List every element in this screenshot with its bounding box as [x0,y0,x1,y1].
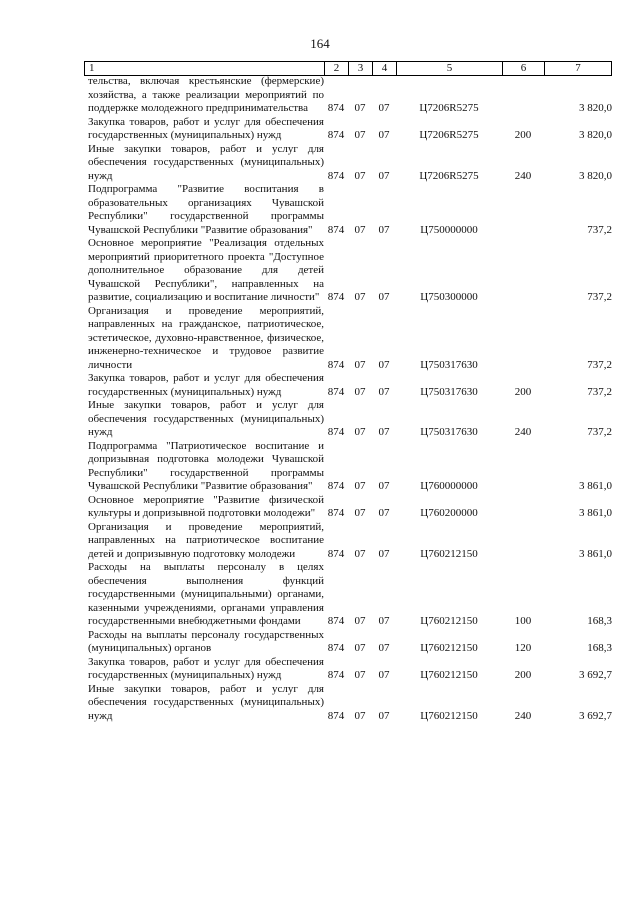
row-name: Закупка товаров, работ и услуг для обеспечения государственных (муниципальных) нужд [88,655,324,681]
row-subsection: 07 [378,709,390,722]
row-amount: 3 820,0 [579,169,612,182]
row-subsection: 07 [378,169,390,182]
row-section: 07 [354,129,366,141]
row-amount: 168,3 [587,642,612,654]
row-name: Подпрограмма "Развитие воспитания в образовательных организациях Чувашской Республики" государственной программы Чувашской Республики "Развитие образования" [88,183,324,236]
header-col-5: 5 [396,62,502,75]
row-grbs: 874 [327,426,345,438]
row-target-code: Ц750317630 [420,426,478,438]
row-grbs: 874 [327,709,345,722]
row-grbs: 874 [327,385,345,398]
row-target-code: Ц760212150 [420,669,478,681]
row-name: Основное мероприятие "Развитие физической культуры и допризывной подготовки молодежи" [88,493,324,519]
row-expense-type: 100 [514,615,532,627]
row-section: 07 [354,709,366,722]
row-name: Основное мероприятие "Реализация отдельных мероприятий приоритетного проекта "Доступное дополнительное образование для детей Чувашской Республики", направленных на развитие, социализацию и воспитание личности" [88,237,324,303]
table-row [84,683,612,724]
row-grbs: 874 [327,169,345,182]
row-subsection: 07 [378,642,390,654]
row-subsection: 07 [378,358,390,371]
table-header [84,61,612,76]
row-subsection: 07 [378,291,390,303]
row-expense-type: 240 [514,426,532,438]
row-amount: 3 861,0 [579,480,612,492]
header-col-7: 7 [544,62,612,75]
row-amount: 737,2 [587,385,612,398]
row-amount: 3 692,7 [579,709,612,722]
table-row [84,237,612,305]
row-section: 07 [354,223,366,236]
row-name: тельства, включая крестьянские (фермерские) хозяйства, а также реализации мероприятий по поддержке молодежного предпринимательства [88,75,324,114]
row-section: 07 [354,480,366,492]
row-expense-type: 200 [514,385,532,398]
row-subsection: 07 [378,426,390,438]
page-number: 164 [310,36,330,51]
table-row [84,561,612,629]
row-expense-type: 240 [514,709,532,722]
row-section: 07 [354,642,366,654]
row-target-code: Ц760212150 [420,642,478,654]
row-target-code: Ц7206R5275 [419,129,479,141]
row-subsection: 07 [378,507,390,519]
row-amount: 3 692,7 [579,669,612,681]
row-grbs: 874 [327,358,345,371]
row-target-code: Ц750317630 [420,358,478,371]
row-name: Организация и проведение мероприятий, направленных на гражданское, патриотическое, эстетическое, духовно-нравственное, физическое, инженерно-техническое и трудовое развитие личности [88,304,324,371]
table-row [84,440,612,494]
table-row [84,629,612,656]
row-target-code: Ц750300000 [420,291,478,303]
row-target-code: Ц7206R5275 [419,169,479,182]
row-amount: 737,2 [587,223,612,236]
table-row [84,183,612,237]
table-row [84,116,612,143]
row-amount: 3 820,0 [579,102,612,114]
row-grbs: 874 [327,507,345,519]
row-grbs: 874 [327,669,345,681]
table-row [84,494,612,521]
row-grbs: 874 [327,102,345,114]
row-section: 07 [354,102,366,114]
table-row [84,75,612,116]
table-row [84,656,612,683]
header-col-2: 2 [324,62,348,75]
row-name: Расходы на выплаты персоналу государственных (муниципальных) органов [88,628,324,654]
row-subsection: 07 [378,615,390,627]
row-target-code: Ц750317630 [420,385,478,398]
row-amount: 737,2 [587,291,612,303]
header-col-3: 3 [348,62,372,75]
row-section: 07 [354,507,366,519]
row-expense-type: 120 [514,642,532,654]
row-amount: 737,2 [587,426,612,438]
row-amount: 3 820,0 [579,129,612,141]
row-name: Расходы на выплаты персоналу в целях обеспечения выполнения функций государственными (муниципальными) органами, казенными учреждениями, органами управления государственными внебюджетными фондами [88,561,324,627]
row-grbs: 874 [327,547,345,560]
row-grbs: 874 [327,129,345,141]
row-target-code: Ц760212150 [420,547,478,560]
header-col-4: 4 [372,62,396,75]
row-subsection: 07 [378,129,390,141]
table-row [84,143,612,184]
row-expense-type: 200 [514,129,532,141]
row-amount: 3 861,0 [579,507,612,519]
row-grbs: 874 [327,480,345,492]
row-target-code: Ц7206R5275 [419,102,479,114]
row-name: Закупка товаров, работ и услуг для обеспечения государственных (муниципальных) нужд [88,372,324,398]
row-subsection: 07 [378,669,390,681]
row-subsection: 07 [378,385,390,398]
row-target-code: Ц760212150 [420,709,478,722]
table-row [84,372,612,399]
row-grbs: 874 [327,291,345,303]
row-section: 07 [354,358,366,371]
row-grbs: 874 [327,615,345,627]
row-target-code: Ц760212150 [420,615,478,627]
row-subsection: 07 [378,480,390,492]
row-section: 07 [354,547,366,560]
budget-table [84,75,612,723]
row-name: Иные закупки товаров, работ и услуг для обеспечения государственных (муниципальных) нужд [88,399,324,438]
row-target-code: Ц760000000 [420,480,478,492]
row-section: 07 [354,169,366,182]
row-subsection: 07 [378,102,390,114]
row-target-code: Ц760200000 [420,507,478,519]
row-name: Подпрограмма "Патриотическое воспитание и допризывная подготовка молодежи Чувашской Республики" государственной программы Чувашской Республики "Развитие образования" [88,439,324,492]
table-row [84,521,612,562]
row-grbs: 874 [327,223,345,236]
row-amount: 168,3 [587,615,612,627]
table-row [84,399,612,440]
row-grbs: 874 [327,642,345,654]
row-section: 07 [354,291,366,303]
row-subsection: 07 [378,547,390,560]
row-name: Организация и проведение мероприятий, направленных на патриотическое воспитание детей и допризывную подготовку молодежи [88,520,324,560]
header-col-1: 1 [84,62,324,75]
header-col-6: 6 [502,62,544,75]
row-section: 07 [354,615,366,627]
row-section: 07 [354,426,366,438]
row-amount: 737,2 [587,358,612,371]
row-expense-type: 200 [514,669,532,681]
row-section: 07 [354,385,366,398]
row-expense-type: 240 [514,169,532,182]
row-name: Закупка товаров, работ и услуг для обеспечения государственных (муниципальных) нужд [88,115,324,141]
row-section: 07 [354,669,366,681]
table-row [84,305,612,373]
row-name: Иные закупки товаров, работ и услуг для обеспечения государственных (муниципальных) нужд [88,142,324,182]
row-subsection: 07 [378,223,390,236]
row-name: Иные закупки товаров, работ и услуг для обеспечения государственных (муниципальных) нужд [88,682,324,722]
row-target-code: Ц750000000 [420,223,478,236]
row-amount: 3 861,0 [579,547,612,560]
